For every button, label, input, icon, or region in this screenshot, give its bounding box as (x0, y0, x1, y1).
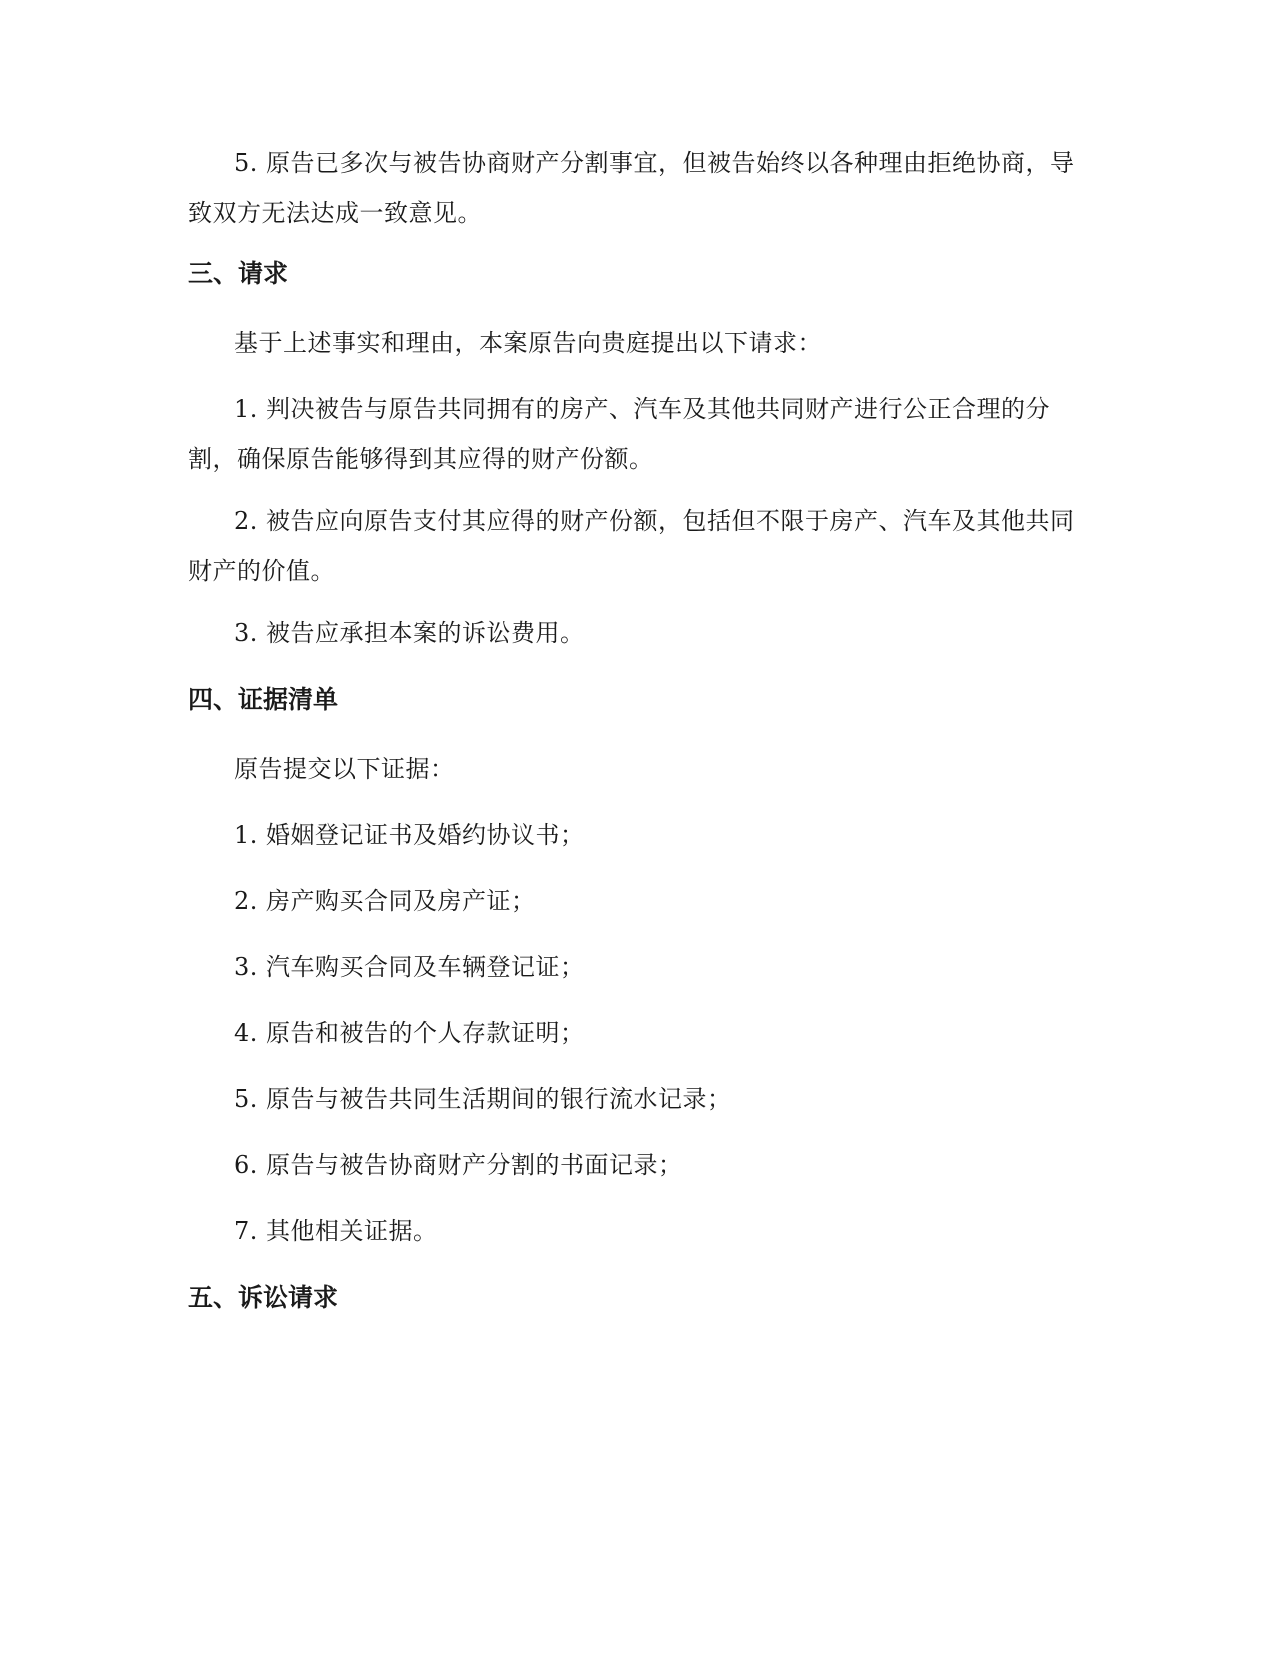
list-item-evidence-3: 3. 汽车购买合同及车辆登记证； (234, 953, 585, 981)
list-item-evidence-7: 7. 其他相关证据。 (234, 1217, 438, 1245)
heading-section5: 五、诉讼请求 (188, 1283, 339, 1312)
list-item-evidence-1: 1. 婚姻登记证书及婚约协议书； (234, 821, 585, 849)
paragraph-section3-intro: 基于上述事实和理由，本案原告向贵庭提出以下请求： (234, 329, 822, 357)
paragraph-section3-item2: 2. 被告应向原告支付其应得的财产份额，包括但不限于房产、汽车及其他共同财产的价值。 (188, 507, 1075, 585)
list-item-evidence-5: 5. 原告与被告共同生活期间的银行流水记录； (234, 1085, 732, 1113)
list-item-evidence-6: 6. 原告与被告协商财产分割的书面记录； (234, 1151, 683, 1179)
list-item-evidence-2: 2. 房产购买合同及房产证； (234, 887, 536, 915)
heading-section4: 四、证据清单 (188, 685, 339, 714)
paragraph-section4-intro: 原告提交以下证据： (234, 755, 455, 783)
paragraph-section3-item1: 1. 判决被告与原告共同拥有的房产、汽车及其他共同财产进行公正合理的分割，确保原告能够得到其应得的财产份额。 (188, 395, 1051, 473)
list-item-evidence-4: 4. 原告和被告的个人存款证明； (234, 1019, 585, 1047)
paragraph-section3-item3: 3. 被告应承担本案的诉讼费用。 (234, 619, 585, 647)
heading-section3: 三、请求 (188, 259, 289, 288)
paragraph-section2-item5: 5. 原告已多次与被告协商财产分割事宜，但被告始终以各种理由拒绝协商，导致双方无法达成一致意见。 (188, 149, 1075, 227)
